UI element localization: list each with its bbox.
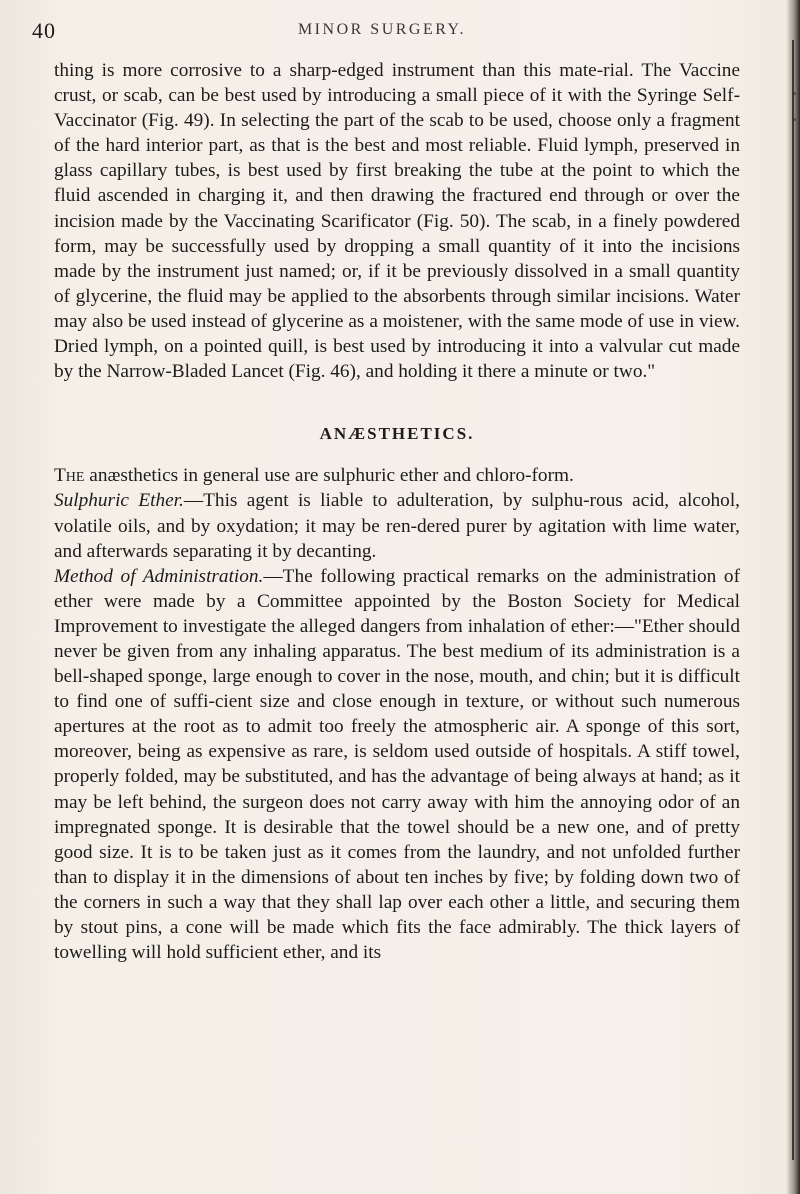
paragraph-vaccine: thing is more corrosive to a sharp-edged instrument than this mate-rial. The Vaccine crust, or scab, can be best used by introducing a small piece of it with the Syringe Self-Vaccinator (Fig. 49). In selecting the part of the scab to be used, choose only a fragment of the hard interior part, as that is the best and most reliable. Fluid lymph, preserved in glass capillary tubes, is best used by first breaking the tube at the point to which the fluid ascended in charging it, and then drawing the fractured end through or over the incision made by the Vaccinating Scarificator (Fig. 50). The scab, in a finely powdered form, may be successfully used by dropping a small quantity of it into the incisions made by the instrument just named; or, if it be previously dissolved in a small quantity of glycerine, the fluid may be applied to the absorbents through similar incisions. Water may also be used instead of glycerine as a moistener, with the same mode of use in view. Dried lymph, on a pointed quill, is best used by introducing it into a valvular cut made by the Narrow-Bladed Lancet (Fig. 46), and holding it there a minute or two.": [54, 60, 740, 383]
page-edge-shadow: [786, 0, 800, 1194]
paragraph-anaesthetics: [54, 463, 740, 488]
subheading-method: Method of Administration.: [54, 565, 264, 587]
page-header: [32, 18, 732, 44]
paragraph-sulphuric-ether: [54, 488, 740, 563]
paragraph-anaesthetics-text: anæsthetics in general use are sulphuric ether and chloro-form.: [84, 465, 574, 487]
subheading-sulphuric-ether: Sulphuric Ether.: [54, 490, 184, 512]
small-caps-lead: The: [54, 465, 85, 487]
body-text: [54, 58, 740, 965]
paragraph-method-text: —The following practical remarks on the administration of ether were made by a Committee appointed by the Boston Society for Medical Improvement to investigate the alleged dangers from inhalation of ether:—"Ether should never be given from any inhaling apparatus. The best medium of its administration is a bell-shaped sponge, large enough to cover in the nose, mouth, and chin; but it is difficult to find one of suffi-cient size and close enough in texture, or without such numerous apertures at the root as to admit too freely the atmospheric air. A sponge of this sort, moreover, being as expensive as rare, is seldom used outside of hospitals. A stiff towel, properly folded, may be substituted, and has the advantage of being always at hand; as it may be left behind, the surgeon does not carry away with him the annoying odor of an impregnated sponge. It is desirable that the towel should be a new one, and of pretty good size. It is to be taken just as it comes from the laundry, and not unfolded further than to display it in the dimensions of about ten inches by five; by folding down two of the corners in such a way that they shall lap over each other a little, and securing them by stout pins, a cone will be made which fits the face admirably. The thick layers of towelling will hold sufficient ether, and its: [54, 565, 740, 964]
section-heading: ANÆSTHETICS.: [319, 424, 475, 444]
page-number: 40: [32, 18, 56, 43]
running-head: MINOR SURGERY.: [297, 21, 467, 38]
paragraph-sulphuric-ether-text: —This agent is liable to adulteration, by sulphu-rous acid, alcohol, volatile oils, and by oxydation; it may be ren-dered purer by agitation with lime water, and afterwards separating it by decanting.: [54, 490, 740, 562]
paragraph-method: [54, 564, 740, 966]
